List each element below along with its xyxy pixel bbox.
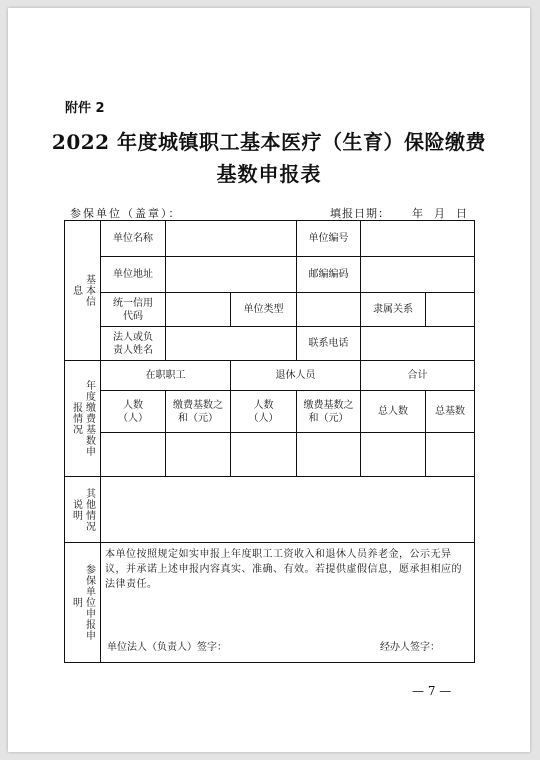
declaration-form (64, 220, 474, 662)
unit-type-field[interactable] (297, 293, 361, 327)
unit-address-field[interactable] (166, 257, 297, 293)
legal-rep-label: 法人或负责人姓名 (101, 327, 166, 361)
col-total-base: 总基数 (426, 391, 475, 433)
basic-info-section-label: 基本信息 (65, 221, 101, 361)
other-section-label: 其他情况说明 (65, 477, 101, 543)
total-headcount-field[interactable] (361, 433, 426, 477)
form-title-line1: 2022 年度城镇职工基本医疗（生育）保险缴费 (51, 130, 487, 154)
form-title-line2: 基数申报表 (216, 162, 322, 186)
declaration-text: 本单位按照规定如实申报上年度职工工资收入和退休人员养老金，公示无异议，并承诺上述申报内容真实、准确、有效。若提供虚假信息，愿承担相应的法律责任。 (105, 549, 462, 590)
retiree-headcount-field[interactable] (231, 433, 297, 477)
month-label: 月 (434, 207, 446, 220)
unit-code-field[interactable] (361, 221, 475, 257)
postcode-label: 邮编编码 (297, 257, 361, 293)
group-retirees: 退休人员 (231, 361, 361, 391)
unit-type-label: 单位类型 (231, 293, 297, 327)
other-notes-field[interactable] (101, 477, 475, 543)
total-base-field[interactable] (426, 433, 475, 477)
day-label: 日 (456, 207, 468, 220)
legal-rep-field[interactable] (166, 327, 297, 361)
affiliation-field[interactable] (426, 293, 475, 327)
col-active-base-sum: 缴费基数之和（元） (166, 391, 231, 433)
group-total: 合计 (361, 361, 475, 391)
legal-signature-label: 单位法人（负责人）签字： (107, 642, 227, 653)
unit-code-label: 单位编号 (297, 221, 361, 257)
phone-field[interactable] (361, 327, 475, 361)
col-active-headcount: 人数（人） (101, 391, 166, 433)
fill-date-label: 填报日期： (330, 207, 390, 220)
credit-code-label: 统一信用代码 (101, 293, 166, 327)
declaration-box (101, 543, 475, 663)
annual-section-label: 年度缴费基数申报情况 (65, 361, 101, 477)
active-base-sum-field[interactable] (166, 433, 231, 477)
document-page (8, 8, 530, 752)
affiliation-label: 隶属关系 (361, 293, 426, 327)
page-number: — 7 — (412, 684, 452, 698)
declaration-section-label: 参保单位申报申明 (65, 543, 101, 663)
postcode-field[interactable] (361, 257, 475, 293)
active-headcount-field[interactable] (101, 433, 166, 477)
year-label: 年 (412, 207, 424, 220)
fill-date-row (330, 205, 468, 221)
unit-name-label: 单位名称 (101, 221, 166, 257)
unit-name-field[interactable] (166, 221, 297, 257)
phone-label: 联系电话 (297, 327, 361, 361)
attachment-label: 附件 2 (65, 101, 105, 116)
retiree-base-sum-field[interactable] (297, 433, 361, 477)
credit-code-field[interactable] (166, 293, 231, 327)
group-active-employees: 在职职工 (101, 361, 231, 391)
unit-address-label: 单位地址 (101, 257, 166, 293)
col-retiree-headcount: 人数（人） (231, 391, 297, 433)
handler-signature-label: 经办人签字： (380, 642, 440, 653)
insured-unit-label: 参保单位（盖章）： (70, 207, 182, 220)
col-total-headcount: 总人数 (361, 391, 426, 433)
col-retiree-base-sum: 缴费基数之和（元） (297, 391, 361, 433)
